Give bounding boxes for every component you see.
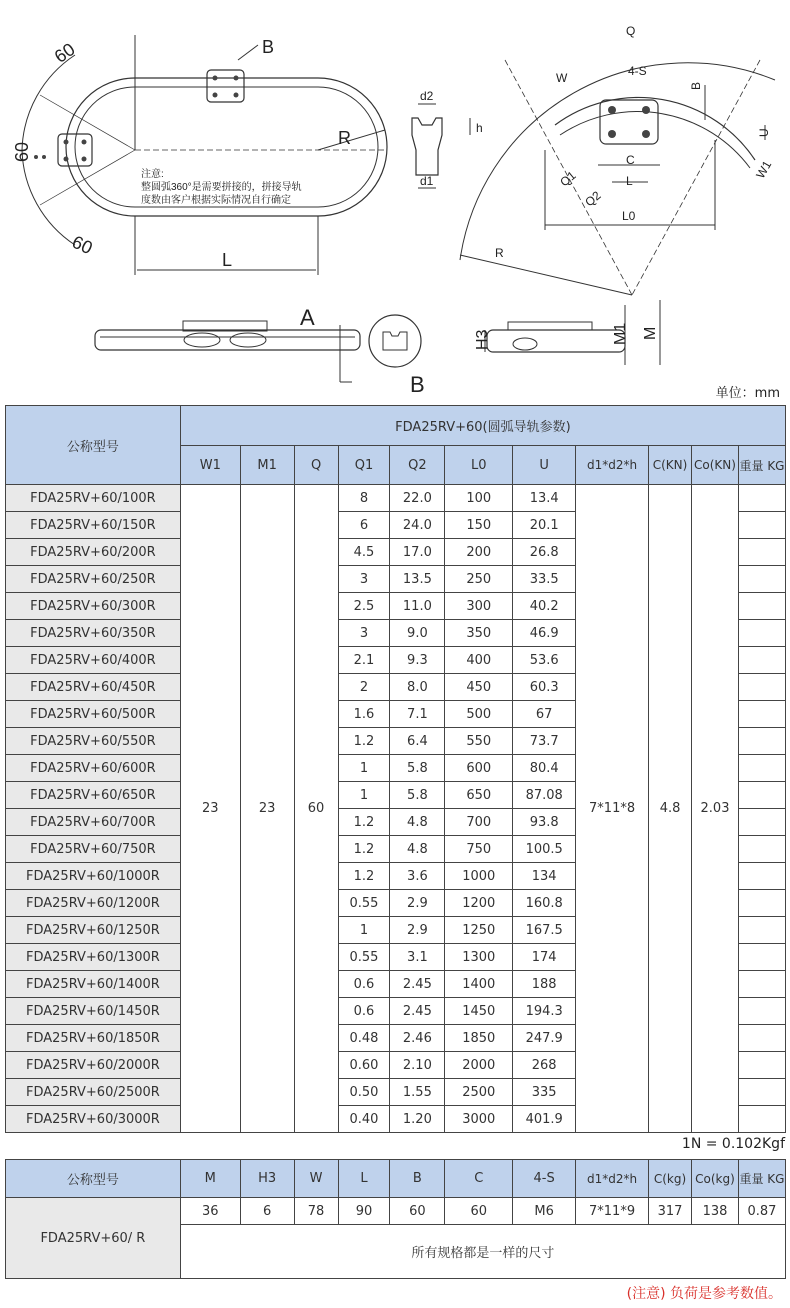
carriage-right — [600, 100, 658, 144]
table-cell: 1.6 — [338, 701, 390, 728]
table-cell — [739, 755, 786, 782]
note-title: 注意: — [141, 169, 164, 180]
table-cell — [739, 512, 786, 539]
table-cell: 300 — [445, 593, 513, 620]
table-cell — [739, 593, 786, 620]
table-cell: FDA25RV+60/1300R — [6, 944, 181, 971]
label-l-left: L — [222, 250, 233, 270]
table-cell: 6 — [240, 1198, 294, 1225]
table-cell: 2500 — [445, 1079, 513, 1106]
column-header: 4-S — [513, 1160, 576, 1198]
column-header: Q2 — [390, 446, 445, 485]
table-cell: 1.20 — [390, 1106, 445, 1133]
table-cell: 36 — [180, 1198, 240, 1225]
table-cell: 60 — [445, 1198, 513, 1225]
label-4s: 4-S — [628, 64, 647, 78]
table-cell: 0.55 — [338, 944, 390, 971]
table-cell: 7*11*8 — [576, 485, 649, 1133]
table-cell: 3 — [338, 566, 390, 593]
table-cell: 335 — [513, 1079, 576, 1106]
table-cell: 0.40 — [338, 1106, 390, 1133]
table-cell: 0.60 — [338, 1052, 390, 1079]
table-cell: 2.5 — [338, 593, 390, 620]
table-cell: 1 — [338, 917, 390, 944]
label-60-left: 60 — [12, 141, 32, 162]
table-cell — [739, 620, 786, 647]
table-cell: 4.5 — [338, 539, 390, 566]
table-cell: FDA25RV+60/750R — [6, 836, 181, 863]
table-row — [6, 485, 786, 512]
table-cell: 60 — [294, 485, 338, 1133]
table-cell: 67 — [513, 701, 576, 728]
table-cell: 700 — [445, 809, 513, 836]
group-header: FDA25RV+60(圆弧导轨参数) — [180, 406, 785, 446]
table-cell: FDA25RV+60/600R — [6, 755, 181, 782]
table-cell: 1 — [338, 755, 390, 782]
table-cell — [739, 485, 786, 512]
column-header: 重量 KG — [738, 1160, 785, 1198]
table-cell: 2.1 — [338, 647, 390, 674]
table-cell: 9.3 — [390, 647, 445, 674]
table-cell: 550 — [445, 728, 513, 755]
table-cell: 350 — [445, 620, 513, 647]
table-cell: 5.8 — [390, 755, 445, 782]
table-cell: 150 — [445, 512, 513, 539]
table-cell — [739, 674, 786, 701]
table-cell: 100.5 — [513, 836, 576, 863]
table-cell: FDA25RV+60/100R — [6, 485, 181, 512]
column-header: Q1 — [338, 446, 390, 485]
table-cell: 317 — [649, 1198, 692, 1225]
table-cell: 33.5 — [513, 566, 576, 593]
column-header: d1*d2*h — [576, 1160, 649, 1198]
table-cell — [739, 836, 786, 863]
table-cell: 23 — [240, 485, 294, 1133]
table-cell: FDA25RV+60/3000R — [6, 1106, 181, 1133]
column-header: 重量 KG — [739, 446, 786, 485]
label-l-right: L — [626, 174, 633, 188]
table-cell: 11.0 — [390, 593, 445, 620]
table-cell: FDA25RV+60/1850R — [6, 1025, 181, 1052]
carriage-model: FDA25RV+60/ R — [6, 1198, 181, 1279]
table-cell: 400 — [445, 647, 513, 674]
table-cell: 650 — [445, 782, 513, 809]
label-m1: M1 — [612, 322, 629, 345]
table-cell: 0.87 — [738, 1198, 785, 1225]
table-cell — [739, 863, 786, 890]
table-cell — [739, 944, 786, 971]
table-cell: 2.45 — [390, 998, 445, 1025]
table-cell: 60.3 — [513, 674, 576, 701]
table-cell: M6 — [513, 1198, 576, 1225]
column-header: Q — [294, 446, 338, 485]
label-h: h — [476, 121, 483, 135]
table-cell: 1000 — [445, 863, 513, 890]
note-line2: 度数由客户根据实际情况自行确定 — [141, 195, 291, 206]
table-cell: 2.03 — [692, 485, 739, 1133]
carriage-top — [207, 70, 244, 102]
table-cell: 8.0 — [390, 674, 445, 701]
table-cell: 1400 — [445, 971, 513, 998]
table-cell: FDA25RV+60/350R — [6, 620, 181, 647]
column-header: U — [513, 446, 576, 485]
label-q2: Q2 — [582, 188, 604, 210]
table-cell: 174 — [513, 944, 576, 971]
table-cell — [739, 998, 786, 1025]
technical-drawing — [0, 0, 790, 400]
label-l0: L0 — [622, 209, 636, 223]
table-cell: 73.7 — [513, 728, 576, 755]
table-cell: 450 — [445, 674, 513, 701]
table-cell: 2.9 — [390, 917, 445, 944]
table-cell: 194.3 — [513, 998, 576, 1025]
same-dimension-note: 所有规格都是一样的尺寸 — [180, 1225, 785, 1279]
table-cell: 13.4 — [513, 485, 576, 512]
table-cell: 138 — [692, 1198, 739, 1225]
table-cell: FDA25RV+60/500R — [6, 701, 181, 728]
table-cell: 24.0 — [390, 512, 445, 539]
table-cell: FDA25RV+60/450R — [6, 674, 181, 701]
table-cell: 200 — [445, 539, 513, 566]
table-cell: 3.1 — [390, 944, 445, 971]
table-cell: FDA25RV+60/400R — [6, 647, 181, 674]
table-cell: 87.08 — [513, 782, 576, 809]
carriage-dimension-table — [5, 1159, 786, 1279]
label-d1: d1 — [420, 174, 434, 188]
column-header: C(kg) — [649, 1160, 692, 1198]
label-u: U — [757, 128, 771, 137]
label-r-left: R — [338, 128, 351, 148]
column-header: C(KN) — [649, 446, 692, 485]
column-header: H3 — [240, 1160, 294, 1198]
table-cell: 2.10 — [390, 1052, 445, 1079]
table-cell: 22.0 — [390, 485, 445, 512]
label-w: W — [556, 71, 568, 85]
label-w1: W1 — [753, 158, 775, 181]
column-header: M1 — [240, 446, 294, 485]
label-a: A — [300, 305, 315, 330]
unit-label: 单位：mm — [715, 386, 780, 401]
table-cell: 4.8 — [390, 809, 445, 836]
column-header: Co(KN) — [692, 446, 739, 485]
label-60-top: 60 — [50, 39, 79, 67]
table-cell — [739, 1025, 786, 1052]
conversion-note: 1N = 0.102Kgf — [681, 1136, 785, 1152]
table-cell: 1450 — [445, 998, 513, 1025]
table-cell: 1300 — [445, 944, 513, 971]
label-r-right: R — [495, 246, 504, 260]
table-cell: 2.9 — [390, 890, 445, 917]
table-cell: 78 — [294, 1198, 338, 1225]
table-cell: 500 — [445, 701, 513, 728]
table-cell: 46.9 — [513, 620, 576, 647]
table-cell: 247.9 — [513, 1025, 576, 1052]
table-cell: 1.55 — [390, 1079, 445, 1106]
table-cell: 90 — [338, 1198, 390, 1225]
column-header: M — [180, 1160, 240, 1198]
table-cell: FDA25RV+60/1000R — [6, 863, 181, 890]
table-cell: 20.1 — [513, 512, 576, 539]
model-header-2: 公称型号 — [6, 1160, 181, 1198]
column-header: W1 — [180, 446, 240, 485]
table-cell: 0.55 — [338, 890, 390, 917]
column-header: L — [338, 1160, 390, 1198]
column-header: Co(kg) — [692, 1160, 739, 1198]
label-b-right: B — [689, 81, 703, 90]
table-cell: 9.0 — [390, 620, 445, 647]
load-reference-note: (注意) 负荷是参考数值。 — [626, 1286, 782, 1302]
table-cell: FDA25RV+60/1450R — [6, 998, 181, 1025]
table-cell: 93.8 — [513, 809, 576, 836]
table-cell: 7.1 — [390, 701, 445, 728]
table-cell: FDA25RV+60/1200R — [6, 890, 181, 917]
table-cell: 2.45 — [390, 971, 445, 998]
table-cell: 5.8 — [390, 782, 445, 809]
table-cell: FDA25RV+60/150R — [6, 512, 181, 539]
table-cell: 3000 — [445, 1106, 513, 1133]
table-cell: 600 — [445, 755, 513, 782]
table-cell: 4.8 — [390, 836, 445, 863]
table-cell: FDA25RV+60/2500R — [6, 1079, 181, 1106]
table-cell: 250 — [445, 566, 513, 593]
table-cell: 2 — [338, 674, 390, 701]
column-header: d1*d2*h — [576, 446, 649, 485]
label-q: Q — [626, 24, 636, 38]
table-cell: 167.5 — [513, 917, 576, 944]
table-cell: 1200 — [445, 890, 513, 917]
table-cell — [739, 1106, 786, 1133]
table-cell: 0.48 — [338, 1025, 390, 1052]
table-cell — [739, 1079, 786, 1106]
label-d2: d2 — [420, 89, 434, 103]
table-cell — [739, 1052, 786, 1079]
table-cell: 1.2 — [338, 809, 390, 836]
table-cell: FDA25RV+60/1250R — [6, 917, 181, 944]
table-cell — [739, 809, 786, 836]
table-cell: 0.50 — [338, 1079, 390, 1106]
table-cell: 401.9 — [513, 1106, 576, 1133]
label-q1: Q1 — [557, 168, 579, 190]
table-cell: 0.6 — [338, 998, 390, 1025]
table-cell: 1.2 — [338, 863, 390, 890]
table-cell: 80.4 — [513, 755, 576, 782]
table-cell: 60 — [390, 1198, 445, 1225]
table-cell: 7*11*9 — [576, 1198, 649, 1225]
label-b-top: B — [262, 37, 275, 57]
label-h3: H3 — [474, 329, 491, 350]
label-b-side: B — [410, 372, 425, 397]
label-m: M — [642, 326, 659, 340]
table-cell: 134 — [513, 863, 576, 890]
table-cell — [739, 701, 786, 728]
table-cell: 13.5 — [390, 566, 445, 593]
label-60-bottom: 60 — [68, 231, 96, 259]
table-cell: 1250 — [445, 917, 513, 944]
table-cell: 0.6 — [338, 971, 390, 998]
table-cell: 1.2 — [338, 728, 390, 755]
table-cell: 4.8 — [649, 485, 692, 1133]
table-cell: FDA25RV+60/650R — [6, 782, 181, 809]
table-cell — [739, 971, 786, 998]
table-cell: 6.4 — [390, 728, 445, 755]
arc-outer — [460, 63, 775, 260]
table-cell: 268 — [513, 1052, 576, 1079]
model-header: 公称型号 — [6, 406, 181, 485]
table-cell: 6 — [338, 512, 390, 539]
table-cell: 1850 — [445, 1025, 513, 1052]
table-cell: 17.0 — [390, 539, 445, 566]
table-cell: FDA25RV+60/2000R — [6, 1052, 181, 1079]
table-cell: 8 — [338, 485, 390, 512]
table-cell — [739, 728, 786, 755]
table-cell: FDA25RV+60/700R — [6, 809, 181, 836]
table-cell: 3.6 — [390, 863, 445, 890]
table-cell: FDA25RV+60/1400R — [6, 971, 181, 998]
note-line1: 整圆弧360°是需要拼接的，拼接导轨 — [141, 182, 302, 193]
table-cell: FDA25RV+60/200R — [6, 539, 181, 566]
table-cell: 53.6 — [513, 647, 576, 674]
table-cell: 188 — [513, 971, 576, 998]
table-cell — [739, 890, 786, 917]
table-cell: FDA25RV+60/300R — [6, 593, 181, 620]
table-cell — [739, 647, 786, 674]
table-cell: 160.8 — [513, 890, 576, 917]
table-cell — [739, 566, 786, 593]
table-cell: 2.46 — [390, 1025, 445, 1052]
column-header: W — [294, 1160, 338, 1198]
table-cell: 26.8 — [513, 539, 576, 566]
table-cell: 100 — [445, 485, 513, 512]
table-cell — [739, 917, 786, 944]
table-cell — [739, 782, 786, 809]
column-header: L0 — [445, 446, 513, 485]
table-cell: FDA25RV+60/550R — [6, 728, 181, 755]
table-cell: 40.2 — [513, 593, 576, 620]
column-header: B — [390, 1160, 445, 1198]
table-cell — [739, 539, 786, 566]
label-c: C — [626, 153, 635, 167]
column-header: C — [445, 1160, 513, 1198]
table-cell: 1.2 — [338, 836, 390, 863]
arc-rail-parameter-table — [5, 405, 786, 1133]
table-cell: FDA25RV+60/250R — [6, 566, 181, 593]
table-cell: 2000 — [445, 1052, 513, 1079]
table-cell: 1 — [338, 782, 390, 809]
table-cell: 3 — [338, 620, 390, 647]
table-cell: 23 — [180, 485, 240, 1133]
table-cell: 750 — [445, 836, 513, 863]
